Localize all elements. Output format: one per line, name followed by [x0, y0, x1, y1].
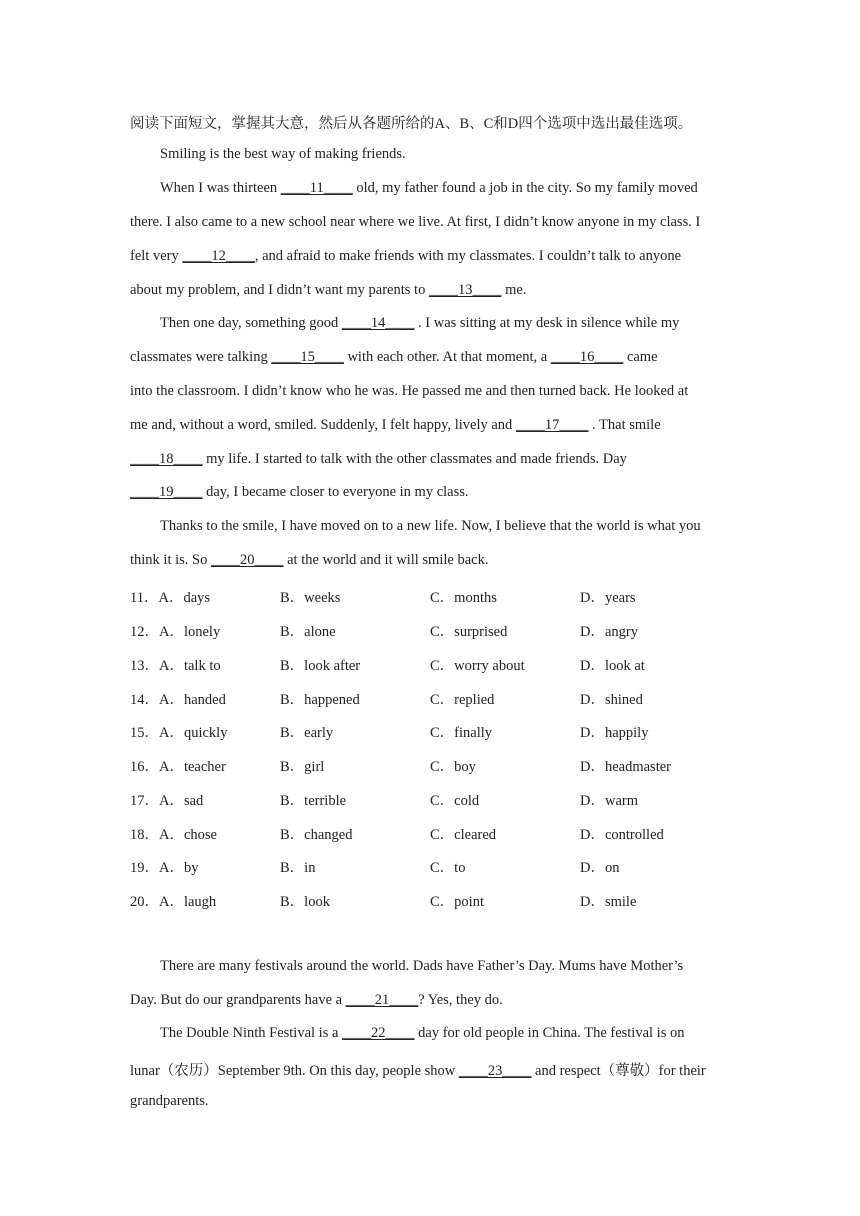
passage-line: me and, without a word, smiled. Suddenly, I felt happy, lively and ____17____ . That smile [130, 417, 661, 433]
option-a: A．teacher [159, 759, 226, 775]
question-row [130, 789, 750, 809]
question-row [130, 721, 750, 741]
blank-18: ____18____ [130, 451, 203, 467]
option-c: C．finally [430, 725, 493, 741]
passage-line: think it is. So ____20____ at the world and it will smile back. [130, 552, 489, 568]
question-row [130, 890, 750, 910]
option-d: D．happily [580, 725, 649, 741]
option-b: B．girl [280, 759, 325, 775]
question-number: 16． [130, 759, 159, 775]
option-d: D．warm [580, 793, 638, 809]
question-number: 20． [130, 894, 159, 910]
option-c: C．months [430, 590, 497, 606]
option-c: C．surprised [430, 624, 508, 640]
passage-line: The Double Ninth Festival is a ____22____ day for old people in China. The festival is on [160, 1025, 685, 1041]
option-c: C．worry about [430, 658, 525, 674]
blank-20: ____20____ [210, 552, 284, 568]
question-number: 19． [130, 860, 159, 876]
option-d: D．angry [580, 624, 638, 640]
blank-15: ____15____ [271, 349, 344, 365]
blank-23: ____23____ [458, 1063, 532, 1079]
blank-22: ____22____ [342, 1025, 415, 1041]
option-c: C．to [430, 860, 466, 876]
blank-19: ____19____ [130, 484, 203, 500]
blank-14: ____14____ [341, 315, 415, 331]
question-number: 15． [130, 725, 159, 741]
option-b: B．look [280, 894, 330, 910]
option-b: B．terrible [280, 793, 347, 809]
passage-line: There are many festivals around the world. Dads have Father’s Day. Mums have Mother’s [160, 958, 684, 974]
question-number: 18． [130, 827, 159, 843]
option-d: D．years [580, 590, 636, 606]
passage-line: lunar（农历）September 9th. On this day, people show ____23____ and respect（尊敬）for their [130, 1063, 706, 1079]
question-row [130, 688, 750, 708]
option-d: D．on [580, 860, 620, 876]
option-a: A．chose [159, 827, 217, 843]
instruction: 阅读下面短文，掌握其大意，然后从各题所给的A、B、C和D四个选项中选出最佳选项。 [130, 116, 693, 132]
option-c: C．cleared [430, 827, 497, 843]
question-number: 13． [130, 658, 159, 674]
option-a: A．days [158, 590, 211, 606]
option-a: A．handed [159, 692, 226, 708]
option-c: C．point [430, 894, 484, 910]
option-d: D．headmaster [580, 759, 671, 775]
passage-line: Thanks to the smile, I have moved on to a new life. Now, I believe that the world is what you [160, 518, 701, 534]
option-b: B．in [280, 860, 316, 876]
option-b: B．weeks [280, 590, 341, 606]
option-c: C．replied [430, 692, 495, 708]
blank-17: ____17____ [515, 417, 589, 433]
question-number: 14． [130, 692, 159, 708]
question-row [130, 586, 750, 606]
option-a: A．talk to [159, 658, 221, 674]
option-a: A．laugh [159, 894, 217, 910]
blank-16: ____16____ [550, 349, 624, 365]
option-b: B．changed [280, 827, 353, 843]
passage-line: Day. But do our grandparents have a ____21____? Yes, they do. [130, 992, 503, 1008]
question-row [130, 654, 750, 674]
blank-11: ____11____ [280, 180, 353, 196]
option-c: C．boy [430, 759, 476, 775]
option-a: A．lonely [159, 624, 221, 640]
option-d: D．controlled [580, 827, 664, 843]
option-a: A．quickly [159, 725, 228, 741]
option-a: A．sad [159, 793, 204, 809]
option-a: A．by [159, 860, 199, 876]
blank-13: ____13____ [428, 282, 502, 298]
passage-line: grandparents. [130, 1093, 209, 1109]
option-d: D．shined [580, 692, 643, 708]
question-number: 17． [130, 793, 159, 809]
question-row [130, 755, 750, 775]
option-b: B．look after [280, 658, 361, 674]
option-c: C．cold [430, 793, 480, 809]
option-b: B．early [280, 725, 334, 741]
passage-line: there. I also came to a new school near where we live. At first, I didn’t know anyone in my class. I [130, 214, 701, 230]
option-d: D．smile [580, 894, 637, 910]
question-number: 11． [130, 590, 159, 606]
question-number: 12． [130, 624, 159, 640]
question-row [130, 856, 750, 876]
option-b: B．alone [280, 624, 336, 640]
blank-21: ____21____ [345, 992, 419, 1008]
passage-line: ____18____ my life. I started to talk with the other classmates and made friends. Day [130, 451, 627, 467]
option-b: B．happened [280, 692, 360, 708]
passage-1-title: Smiling is the best way of making friends. [160, 146, 406, 162]
passage-line: classmates were talking ____15____ with each other. At that moment, a ____16____ came [130, 349, 658, 365]
question-row [130, 620, 750, 640]
passage-line: into the classroom. I didn’t know who he was. He passed me and then turned back. He looked at [130, 383, 689, 399]
passage-line: Then one day, something good ____14____ . I was sitting at my desk in silence while my [160, 315, 680, 331]
passage-line: ____19____ day, I became closer to everyone in my class. [130, 484, 469, 500]
passage-line: When I was thirteen ____11____ old, my father found a job in the city. So my family moved [160, 180, 698, 196]
question-row [130, 823, 750, 843]
blank-12: ____12____ [182, 248, 255, 264]
option-d: D．look at [580, 658, 645, 674]
passage-line: felt very ____12____, and afraid to make friends with my classmates. I couldn’t talk to anyone [130, 248, 682, 264]
passage-line: about my problem, and I didn’t want my parents to ____13____ me. [130, 282, 527, 298]
